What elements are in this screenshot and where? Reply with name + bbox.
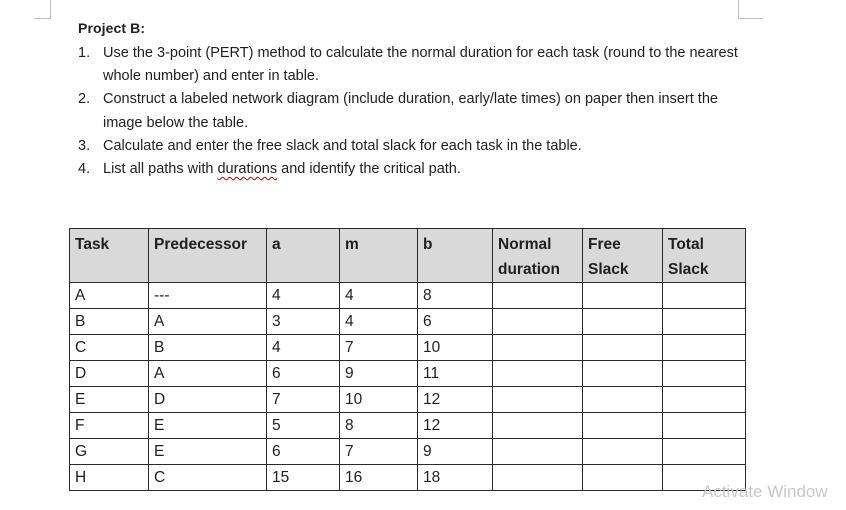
cell-b[interactable]: 18 (418, 465, 493, 491)
cell-a[interactable]: 3 (267, 309, 340, 335)
instruction-text: Calculate and enter the free slack and total slack for each task in the table. (103, 137, 582, 154)
instruction-item (78, 135, 738, 158)
instruction-number: 3. (78, 137, 91, 154)
cell-predecessor[interactable]: D (149, 387, 267, 413)
cell-m[interactable]: 4 (340, 309, 418, 335)
header-free-slack[interactable]: Free Slack (583, 229, 663, 283)
cell-b[interactable]: 12 (418, 413, 493, 439)
cell-normal-duration[interactable] (493, 413, 583, 439)
page-corner-mark-right (738, 0, 763, 19)
cell-a[interactable]: 5 (267, 413, 340, 439)
header-total-slack[interactable]: Total Slack (663, 229, 746, 283)
cell-predecessor[interactable]: A (149, 361, 267, 387)
instruction-item (78, 158, 738, 181)
cell-free-slack[interactable] (583, 283, 663, 309)
cell-task[interactable]: F (70, 413, 149, 439)
cell-task[interactable]: D (70, 361, 149, 387)
cell-total-slack[interactable] (663, 439, 746, 465)
cell-free-slack[interactable] (583, 413, 663, 439)
cell-b[interactable]: 12 (418, 387, 493, 413)
cell-predecessor[interactable]: A (149, 309, 267, 335)
header-predecessor[interactable]: Predecessor (149, 229, 267, 283)
instruction-text-after: and identify the critical path. (277, 161, 461, 178)
cell-normal-duration[interactable] (493, 335, 583, 361)
table-row (70, 439, 746, 465)
cell-total-slack[interactable] (663, 361, 746, 387)
cell-predecessor[interactable]: E (149, 439, 267, 465)
cell-a[interactable]: 4 (267, 283, 340, 309)
header-task[interactable]: Task (70, 229, 149, 283)
instruction-text: Construct a labeled network diagram (include duration, early/late times) on paper then insert the image below the table. (103, 91, 718, 131)
table-row (70, 309, 746, 335)
header-b[interactable]: b (418, 229, 493, 283)
header-m[interactable]: m (340, 229, 418, 283)
task-table (69, 228, 746, 491)
header-a[interactable]: a (267, 229, 340, 283)
spellcheck-flagged-word[interactable]: durations (217, 161, 278, 178)
cell-m[interactable]: 9 (340, 361, 418, 387)
table-row (70, 387, 746, 413)
page-corner-mark-left (34, 0, 51, 19)
project-title: Project B: (78, 20, 146, 36)
cell-predecessor[interactable]: E (149, 413, 267, 439)
instruction-text: Use the 3-point (PERT) method to calculate the normal duration for each task (round to the nearest whole number) and enter in table. (103, 45, 738, 85)
cell-task[interactable]: G (70, 439, 149, 465)
table-row (70, 361, 746, 387)
cell-total-slack[interactable] (663, 387, 746, 413)
cell-task[interactable]: B (70, 309, 149, 335)
cell-b[interactable]: 9 (418, 439, 493, 465)
cell-a[interactable]: 4 (267, 335, 340, 361)
header-normal-duration[interactable]: Normal duration (493, 229, 583, 283)
cell-task[interactable]: H (70, 465, 149, 491)
cell-a[interactable]: 7 (267, 387, 340, 413)
cell-task[interactable]: A (70, 283, 149, 309)
instruction-number: 4. (78, 161, 91, 178)
cell-free-slack[interactable] (583, 309, 663, 335)
cell-b[interactable]: 8 (418, 283, 493, 309)
cell-task[interactable]: C (70, 335, 149, 361)
cell-free-slack[interactable] (583, 465, 663, 491)
cell-predecessor[interactable]: B (149, 335, 267, 361)
cell-normal-duration[interactable] (493, 361, 583, 387)
cell-b[interactable]: 10 (418, 335, 493, 361)
cell-m[interactable]: 8 (340, 413, 418, 439)
cell-free-slack[interactable] (583, 387, 663, 413)
cell-free-slack[interactable] (583, 335, 663, 361)
cell-b[interactable]: 6 (418, 309, 493, 335)
cell-task[interactable]: E (70, 387, 149, 413)
instruction-text (103, 161, 461, 177)
activate-windows-watermark: Activate Window (702, 482, 828, 501)
cell-normal-duration[interactable] (493, 465, 583, 491)
cell-total-slack[interactable] (663, 335, 746, 361)
instruction-number: 1. (78, 45, 91, 61)
cell-normal-duration[interactable] (493, 439, 583, 465)
cell-predecessor[interactable]: --- (149, 283, 267, 309)
cell-a[interactable]: 6 (267, 439, 340, 465)
cell-total-slack[interactable] (663, 309, 746, 335)
cell-a[interactable]: 15 (267, 465, 340, 491)
cell-m[interactable]: 10 (340, 387, 418, 413)
cell-free-slack[interactable] (583, 439, 663, 465)
table-row (70, 335, 746, 361)
instruction-item (78, 88, 738, 134)
cell-m[interactable]: 7 (340, 335, 418, 361)
cell-predecessor[interactable]: C (149, 465, 267, 491)
table-row (70, 283, 746, 309)
table-row (70, 465, 746, 491)
cell-normal-duration[interactable] (493, 283, 583, 309)
cell-m[interactable]: 7 (340, 439, 418, 465)
table-header-row (70, 229, 746, 283)
instruction-text-before: List all paths with (103, 161, 218, 178)
instruction-item (78, 42, 738, 88)
cell-free-slack[interactable] (583, 361, 663, 387)
cell-m[interactable]: 4 (340, 283, 418, 309)
cell-normal-duration[interactable] (493, 309, 583, 335)
cell-total-slack[interactable] (663, 413, 746, 439)
table-body (70, 283, 746, 491)
table-row (70, 413, 746, 439)
instruction-number: 2. (78, 91, 91, 108)
cell-m[interactable]: 16 (340, 465, 418, 491)
cell-b[interactable]: 11 (418, 361, 493, 387)
instruction-list (78, 42, 738, 181)
cell-total-slack[interactable] (663, 283, 746, 309)
cell-normal-duration[interactable] (493, 387, 583, 413)
cell-a[interactable]: 6 (267, 361, 340, 387)
